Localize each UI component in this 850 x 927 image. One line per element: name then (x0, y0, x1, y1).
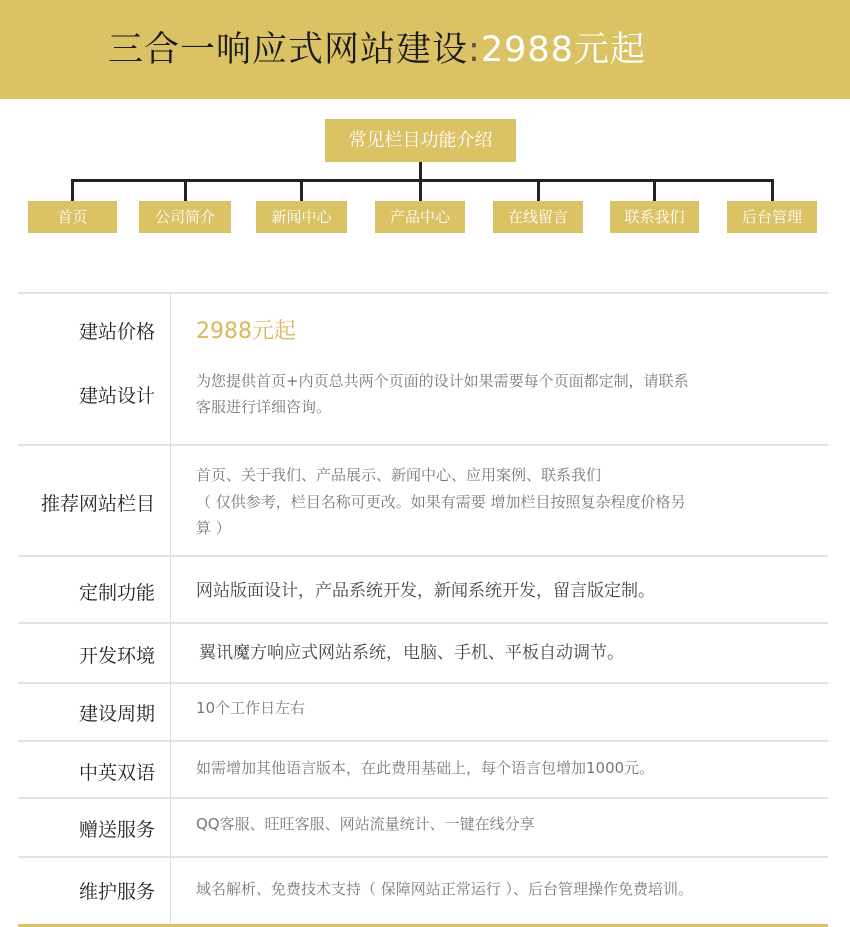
row-value-columns-2: （ 仅供参考，栏目名称可更改。如果有需要 增加栏目按照复杂程度价格另 (196, 493, 686, 511)
tree-drop (537, 179, 540, 202)
row-value-gift: QQ客服、旺旺客服、网站流量统计、一键在线分享 (196, 815, 535, 833)
tree-node-products: 产品中心 (375, 201, 465, 233)
tree-drop (71, 179, 74, 202)
row-value-columns-1: 首页、关于我们、产品展示、新闻中心、应用案例、联系我们 (196, 466, 602, 484)
tree-drop (184, 179, 187, 202)
row-value-custom: 网站版面设计，产品系统开发，新闻系统开发，留言版定制。 (196, 581, 655, 601)
row-label-period: 建设周期 (78, 703, 155, 725)
table-column-divider (170, 294, 171, 925)
banner-price: 2988元起 (480, 30, 646, 70)
row-value-price: 2988元起 (196, 319, 296, 344)
tree-drop (653, 179, 656, 202)
row-label-price: 建站价格 (78, 321, 155, 343)
row-label-gift: 赠送服务 (78, 819, 155, 841)
row-label-language: 中英双语 (78, 762, 155, 784)
tree-drop (771, 179, 774, 202)
tree-node-contact: 联系我们 (610, 201, 699, 233)
row-divider (18, 797, 828, 799)
row-value-design-1: 为您提供首页+内页总共两个页面的设计如果需要每个页面都定制，请联系 (196, 372, 689, 390)
row-value-period: 10个工作日左右 (196, 699, 306, 717)
row-value-design-2: 客服进行详细咨询。 (196, 398, 332, 416)
tree-node-admin: 后台管理 (727, 201, 817, 233)
table-top-border (18, 292, 828, 294)
row-divider (18, 856, 828, 858)
row-label-design: 建站设计 (78, 385, 155, 407)
row-value-maintenance: 域名解析、免费技术支持（ 保障网站正常运行 ）、后台管理操作免费培训。 (196, 880, 694, 898)
row-label-columns: 推荐网站栏目 (40, 493, 155, 515)
tree-node-message: 在线留言 (493, 201, 583, 233)
tree-node-about: 公司简介 (139, 201, 231, 233)
tree-drop (419, 179, 422, 202)
tree-drop (300, 179, 303, 202)
row-divider (18, 555, 828, 557)
tree-connector-bar (71, 179, 774, 182)
tree-root-label: 常见栏目功能介绍 (325, 119, 516, 162)
row-divider (18, 622, 828, 624)
row-value-columns-3: 算 ） (196, 519, 231, 537)
banner-colon: : (468, 30, 481, 70)
row-label-custom: 定制功能 (78, 582, 155, 604)
row-divider (18, 682, 828, 684)
row-label-env: 开发环境 (78, 645, 155, 667)
row-value-language: 如需增加其他语言版本，在此费用基础上，每个语言包增加1000元。 (196, 759, 655, 777)
header-banner (0, 0, 850, 99)
tree-node-news: 新闻中心 (256, 201, 347, 233)
row-divider (18, 444, 828, 446)
tree-node-home: 首页 (28, 201, 117, 233)
banner-title (108, 27, 646, 73)
banner-title-text: 三合一响应式网站建设 (108, 30, 469, 70)
row-value-env: 翼讯魔方响应式网站系统，电脑、手机、平板自动调节。 (199, 643, 624, 663)
row-divider (18, 740, 828, 742)
row-label-maintenance: 维护服务 (78, 881, 155, 903)
